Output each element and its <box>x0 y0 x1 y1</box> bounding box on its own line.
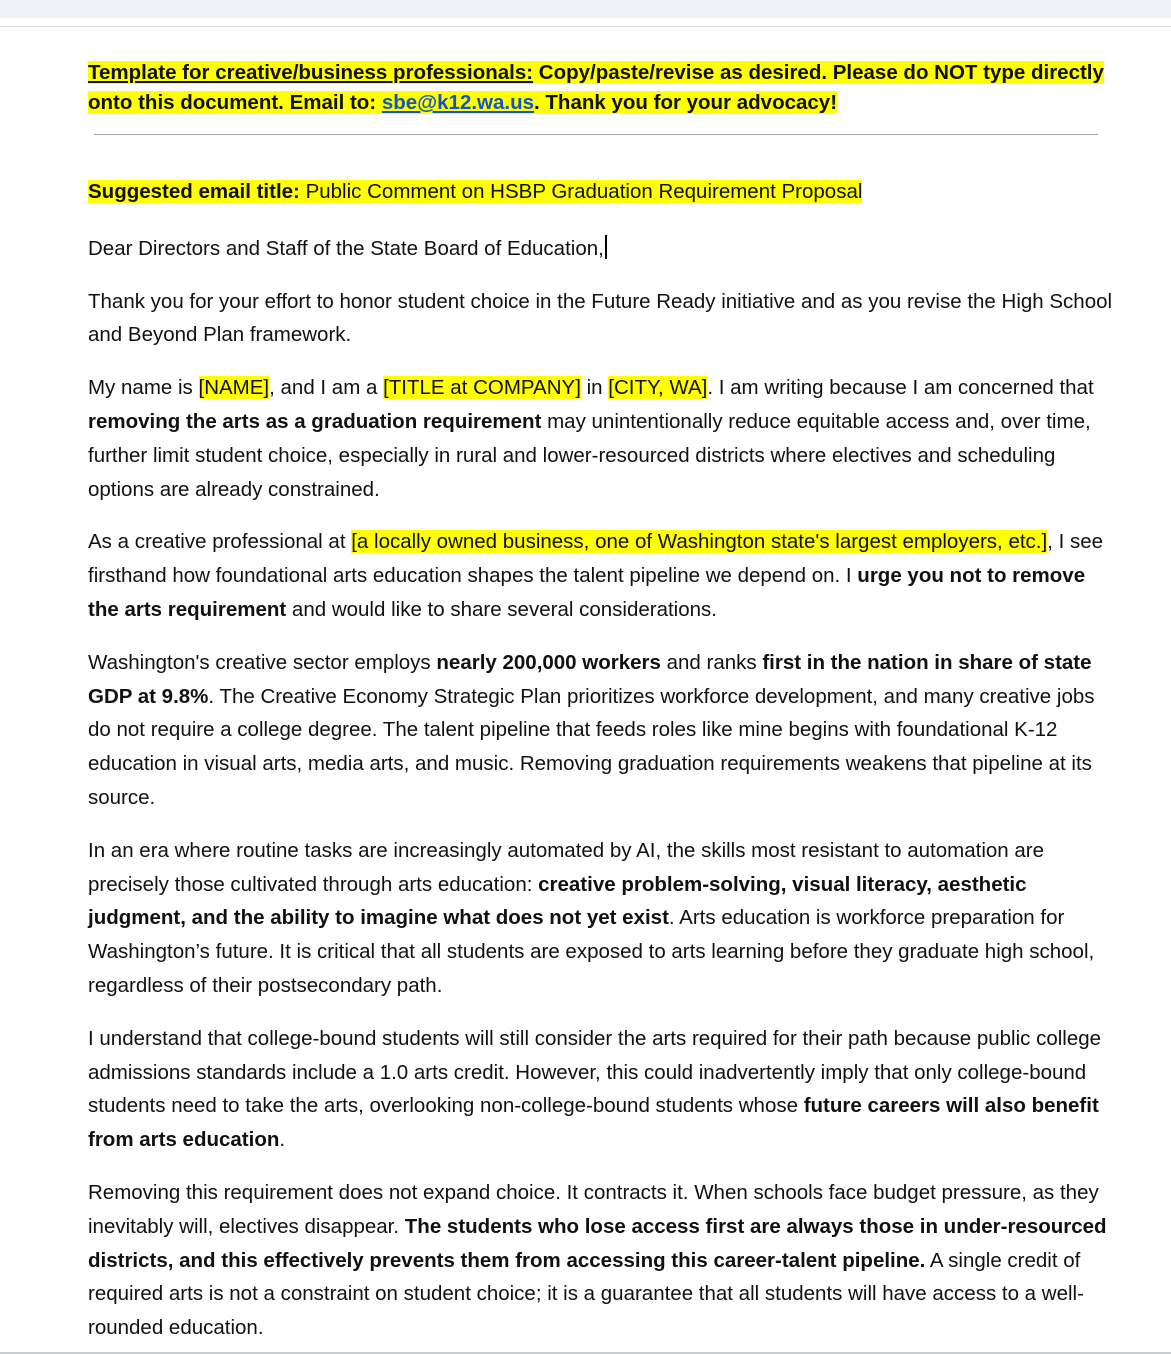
p5-text-2: . Arts education is workforce preparation for Washington’s future. It is critical that all students are exposed to arts learning before they graduate high school, regardless of their postsecondary path. <box>88 906 1095 997</box>
greeting-text: Dear Directors and Staff of the State Board of Education, <box>88 236 604 260</box>
paragraph-professional <box>88 525 1118 626</box>
p2-bold-1: removing the arts as a graduation requirement <box>88 409 542 433</box>
template-text: Copy/paste/revise as desired. Please do NOT type directly onto this document. Email to: <box>88 61 1104 114</box>
title-placeholder: [TITLE at COMPANY] <box>383 376 581 400</box>
subject-value: Public Comment on HSBP Graduation Requirement Proposal <box>299 180 863 203</box>
p7-text-2: A single credit of required arts is not a constraint on student choice; it is a guarantee that all students will have access to a well-rounded education. <box>88 1248 1084 1340</box>
p7-text-1: Removing this requirement does not expand choice. It contracts it. When schools face budget pressure, as they inevitably will, electives disappear. <box>88 1180 1099 1238</box>
name-placeholder: [NAME] <box>198 376 270 400</box>
p2-text-1: My name is <box>88 376 199 400</box>
subject-label: Suggested email title: <box>88 180 300 203</box>
p4-text-3: . The Creative Economy Strategic Plan prioritizes workforce development, and many creative jobs do not require a college degree. The talent pipeline that feeds roles like mine begins with foundational K-12 education in visual arts, media arts, and music. Removing graduation requirements weakens that pipeline at its source. <box>88 684 1095 809</box>
top-toolbar-strip <box>0 0 1171 18</box>
template-label: Template for creative/business professionals: <box>88 61 534 84</box>
text-cursor <box>605 235 607 259</box>
paragraph-intro: Thank you for your effort to honor student choice in the Future Ready initiative and as you revise the High School and Beyond Plan framework. <box>88 289 1113 347</box>
document-page[interactable] <box>88 58 1118 1345</box>
suggested-email-title <box>88 175 1118 209</box>
p2-text-5: may unintentionally reduce equitable access and, over time, further limit student choice, especially in rural and lower-resourced districts where electives and scheduling options are already constrained. <box>88 409 1091 501</box>
p4-text-2: and ranks <box>660 650 763 674</box>
template-instructions <box>88 58 1118 118</box>
email-link[interactable]: sbe@k12.wa.us <box>381 91 535 114</box>
p3-bold-1: urge you not to remove the arts requirement <box>88 564 1086 621</box>
p2-text-3: in <box>580 376 609 400</box>
template-thanks: . Thank you for your advocacy! <box>534 91 838 114</box>
horizontal-rule <box>94 134 1098 135</box>
paragraph-creative-sector <box>88 646 1118 815</box>
p6-text-1: I understand that college-bound students will still consider the arts required for their path because public college admissions standards include a 1.0 arts credit. However, this could inadvertently imply that only college-bound students need to take the arts, overlooking non-college-bound students whose <box>88 1026 1102 1118</box>
p3-text-1: As a creative professional at <box>88 530 352 554</box>
paragraph-choice <box>88 1176 1118 1345</box>
p6-text-2: . <box>279 1128 286 1152</box>
organization-placeholder: [a locally owned business, one of Washington state's largest employers, etc.] <box>351 530 1048 554</box>
paragraph-college-bound <box>88 1022 1118 1157</box>
p2-text-4: . I am writing because I am concerned that <box>707 376 1094 400</box>
p7-bold-1: The students who lose access first are always those in under-resourced districts, and this effectively prevents them from accessing this career-talent pipeline. <box>88 1214 1107 1272</box>
p5-bold-1: creative problem-solving, visual literacy, aesthetic judgment, and the ability to imagine what does not yet exist <box>88 872 1027 930</box>
greeting <box>88 232 1118 266</box>
p3-text-2: , I see firsthand how foundational arts education shapes the talent pipeline we depend on. I <box>88 530 1104 588</box>
p4-bold-2: first in the nation in share of state GDP at 9.8% <box>88 650 1092 708</box>
p2-text-2: , and I am a <box>269 376 384 400</box>
city-placeholder: [CITY, WA] <box>608 376 708 400</box>
p5-text-1: In an era where routine tasks are increasingly automated by AI, the skills most resistant to automation are precisely those cultivated through arts education: <box>88 838 1045 896</box>
toolbar-divider <box>0 26 1171 27</box>
p4-text-1: Washington's creative sector employs <box>88 650 437 674</box>
paragraph-name <box>88 371 1118 506</box>
p3-text-3: and would like to share several considerations. <box>286 597 717 621</box>
p4-bold-1: nearly 200,000 workers <box>436 650 661 674</box>
p6-bold-1: future careers will also benefit from arts education <box>88 1094 1099 1152</box>
paragraph-ai-era <box>88 834 1118 1003</box>
